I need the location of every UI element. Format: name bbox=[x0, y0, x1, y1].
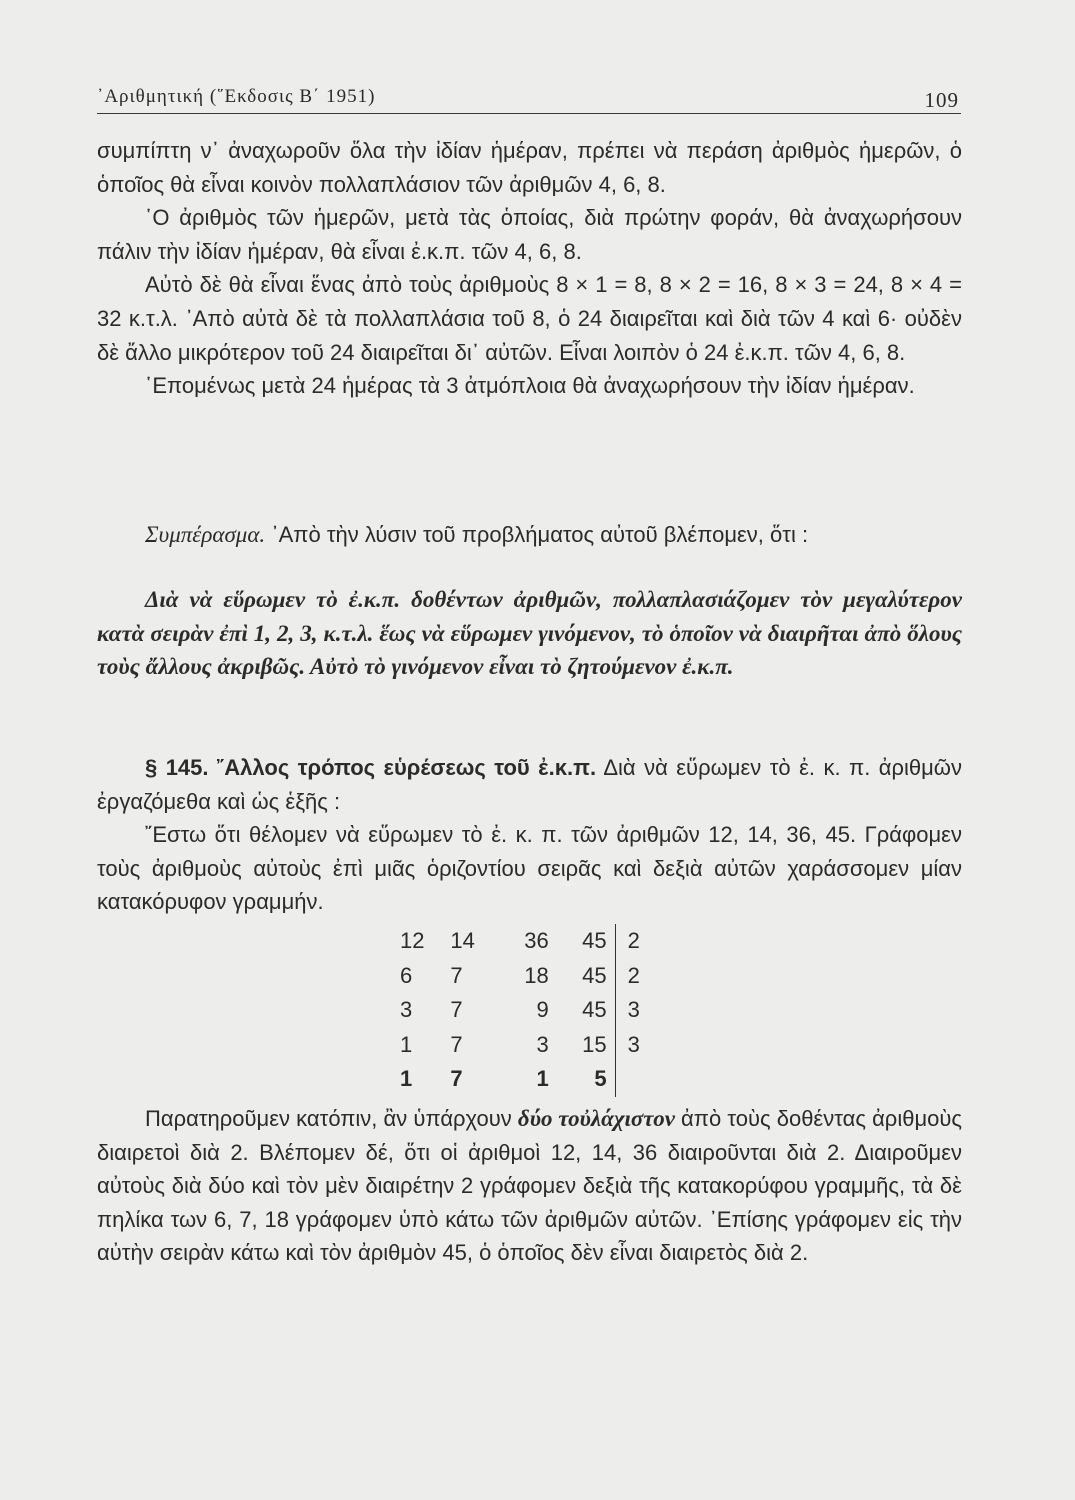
table-cell: 7 bbox=[450, 1066, 463, 1092]
paragraph-text: Παρατηροῦμεν κατόπιν, ἂν ὑπάρχουν bbox=[145, 1106, 518, 1131]
table-cell: 9 bbox=[536, 997, 549, 1023]
table-cell: 12 bbox=[400, 928, 425, 954]
table-cell: 45 bbox=[557, 959, 615, 994]
paragraph-block-1 bbox=[97, 134, 962, 403]
header-rule bbox=[97, 113, 961, 114]
divisor-cell: 2 bbox=[627, 962, 640, 988]
table-cell: 6 bbox=[400, 962, 413, 988]
section-text: Διὰ νὰ εὕρωμεν τὸ ἐ. κ. π. ἀριθμῶν ἐργαζόμεθα καὶ ὡς ἑξῆς : bbox=[97, 755, 962, 814]
table-cell: 36 bbox=[524, 928, 549, 954]
table-row bbox=[384, 924, 664, 959]
table-cell: 3 bbox=[400, 997, 413, 1023]
table-row bbox=[384, 993, 664, 1028]
table-cell: 7 bbox=[450, 1031, 463, 1057]
divisor-cell bbox=[615, 1062, 664, 1097]
table-row bbox=[384, 1062, 664, 1097]
paragraph: Αὐτὸ δὲ θὰ εἶναι ἕνας ἀπὸ τοὺς ἀριθμοὺς 8 × 1 = 8, 8 × 2 = 16, 8 × 3 = 24, 8 × 4 = 32 κ.τ.λ. ᾿Απὸ αὐτὰ δὲ τὰ πολλαπλάσια τοῦ 8, ὁ 24 διαιρεῖται καὶ διὰ τῶν 4 καὶ 6· οὐδὲν δὲ ἄλλο μικρότερον τοῦ 24 διαιρεῖται δι᾿ αὐτῶν. Εἶναι λοιπὸν ὁ 24 ἐ.κ.π. τῶν 4, 6, 8. bbox=[97, 272, 962, 365]
emphasis-text: δύο τοὐλάχιστον bbox=[517, 1106, 675, 1131]
page-number: 109 bbox=[924, 88, 959, 112]
table-cell: 45 bbox=[557, 993, 615, 1028]
table-row bbox=[384, 959, 664, 994]
running-header bbox=[97, 86, 961, 112]
table-row bbox=[384, 1028, 664, 1063]
conclusion-paragraph bbox=[97, 518, 962, 552]
section-number: § 145. bbox=[145, 755, 209, 780]
rule-text: Διὰ νὰ εὕρωμεν τὸ ἐ.κ.π. δοθέντων ἀριθμῶν, πολλαπλασιάζομεν τὸν μεγαλύτερον κατὰ σειρὰν ἐπὶ 1, 2, 3, κ.τ.λ. ἕως νὰ εὕρωμεν γινόμενον, τὸ ὁποῖον νὰ διαιρῆται ἀπὸ ὅλους τοὺς ἄλλους ἀκριβῶς. Αὐτὸ τὸ γινόμενον εἶναι τὸ ζητούμενον ἐ.κ.π. bbox=[97, 587, 962, 680]
section-title: ῎Αλλος τρόπος εὑρέσεως τοῦ ἐ.κ.π. bbox=[216, 755, 597, 780]
table-cell: 15 bbox=[557, 1028, 615, 1063]
section-145 bbox=[97, 751, 962, 919]
table-cell: 7 bbox=[450, 962, 463, 988]
paragraph: συμπίπτη ν᾿ ἀναχωροῦν ὅλα τὴν ἰδίαν ἡμέραν, πρέπει νὰ περάση ἀριθμὸς ἡμερῶν, ὁ ὁποῖος θὰ εἶναι κοινὸν πολλαπλάσιον τῶν ἀριθμῶν 4, 6, 8. bbox=[97, 138, 962, 197]
header-title: ᾿Αριθμητική (῞Εκδοσις Β΄ 1951) bbox=[97, 86, 376, 107]
table-cell: 1 bbox=[400, 1066, 413, 1092]
rule-statement bbox=[97, 583, 962, 684]
table-cell: 1 bbox=[400, 1031, 413, 1057]
paragraph-block-5 bbox=[97, 1102, 962, 1270]
paragraph: ῾Ο ἀριθμὸς τῶν ἡμερῶν, μετὰ τὰς ὁποίας, διὰ πρώτην φοράν, θὰ ἀναχωρήσουν πάλιν τὴν ἰδίαν ἡμέραν, θὰ εἶναι ἐ.κ.π. τῶν 4, 6, 8. bbox=[97, 205, 962, 264]
paragraph-text: ἀπὸ τοὺς δοθέντας ἀριθμοὺς διαιρετοὶ διὰ 2. Βλέπομεν δέ, ὅτι οἱ ἀριθμοὶ 12, 14, 36 διαιροῦνται διὰ 2. Διαιροῦμεν αὐτοὺς διὰ δύο καὶ τὸν μὲν διαιρέτην 2 γράφομεν δεξιὰ τῆς κατακορύφου γραμμῆς, τὰ δὲ πηλίκα των 6, 7, 18 γράφομεν ὑπὸ κάτω τῶν ἀριθμῶν αὐτῶν. ᾿Επίσης γράφομεν εἰς τὴν αὐτὴν σειρὰν κάτω καὶ τὸν ἀριθμὸν 45, ὁ ὁποῖος δὲν εἶναι διαιρετὸς διὰ 2. bbox=[97, 1106, 962, 1266]
table-cell: 5 bbox=[557, 1062, 615, 1097]
table-cell: 45 bbox=[557, 924, 615, 959]
conclusion-text: ᾿Απὸ τὴν λύσιν τοῦ προβλήματος αὐτοῦ βλέπομεν, ὅτι : bbox=[265, 522, 809, 547]
divisor-cell: 3 bbox=[627, 997, 640, 1023]
division-table bbox=[384, 924, 664, 1097]
divisor-cell: 2 bbox=[627, 928, 640, 954]
table-cell: 3 bbox=[536, 1031, 549, 1057]
paragraph bbox=[97, 1102, 962, 1270]
table-cell: 1 bbox=[536, 1066, 549, 1092]
paragraph: ῾Επομένως μετὰ 24 ἡμέρας τὰ 3 ἀτμόπλοια θὰ ἀναχωρήσουν τὴν ἰδίαν ἡμέραν. bbox=[145, 373, 915, 399]
table-cell: 7 bbox=[450, 997, 463, 1023]
table-cell: 18 bbox=[524, 962, 549, 988]
conclusion-label: Συμπέρασμα. bbox=[145, 522, 266, 547]
table-cell: 14 bbox=[450, 928, 475, 954]
divisor-cell: 3 bbox=[627, 1031, 640, 1057]
paragraph: ῎Εστω ὅτι θέλομεν νὰ εὕρωμεν τὸ ἐ. κ. π. τῶν ἀριθμῶν 12, 14, 36, 45. Γράφομεν τοὺς ἀριθμοὺς αὐτοὺς ἐπὶ μιᾶς ὁριζοντίου σειρᾶς καὶ δεξιὰ αὐτῶν χαράσσομεν μίαν κατακόρυφον γραμμήν. bbox=[97, 822, 962, 915]
